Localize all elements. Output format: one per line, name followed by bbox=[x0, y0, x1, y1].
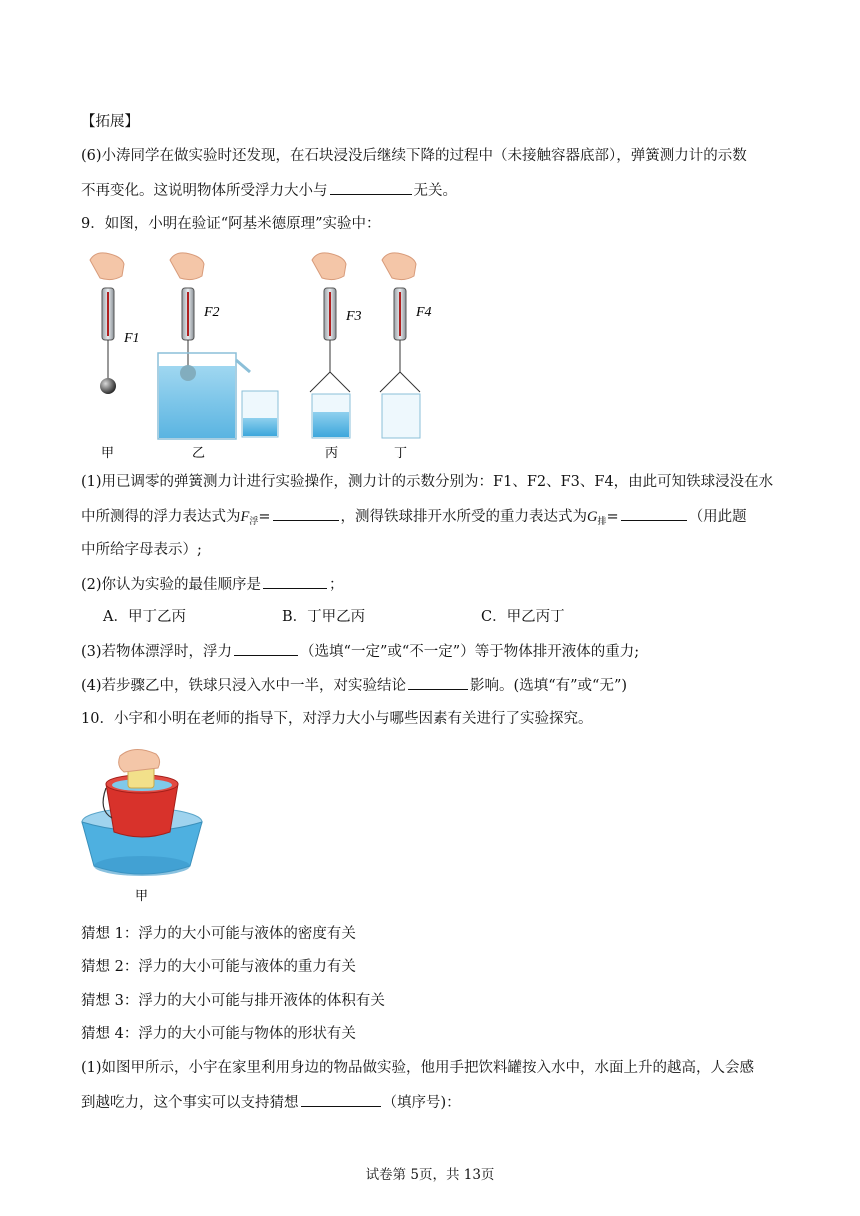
q9-p1-line3: 中所给字母表示）; bbox=[81, 542, 202, 558]
label-f2: F2 bbox=[204, 305, 220, 320]
guess-3: 猜想 3：浮力的大小可能与排开液体的体积有关 bbox=[81, 993, 385, 1009]
guess-4: 猜想 4：浮力的大小可能与物体的形状有关 bbox=[81, 1026, 356, 1042]
label-f3: F3 bbox=[346, 309, 362, 324]
option-c[interactable]: C．甲乙丙丁 bbox=[481, 609, 565, 625]
option-a[interactable]: A．甲丁乙丙 bbox=[103, 609, 186, 625]
q9-p2-text-b: ； bbox=[329, 577, 344, 593]
q9-p2 bbox=[81, 574, 344, 595]
q9-f-symbol: F bbox=[240, 509, 250, 525]
q9-p3 bbox=[81, 641, 639, 662]
q9-p1-text-c: ，测得铁球排开水所受的重力表达式为 bbox=[340, 509, 588, 525]
q9-p1-line1: (1)用已调零的弹簧测力计进行实验操作，测力计的示数分别为：F1、F2、F3、F4，由此可知铁球浸没在水 bbox=[81, 474, 774, 490]
expansion-heading: 【拓展】 bbox=[81, 114, 139, 130]
guess-1: 猜想 1：浮力的大小可能与液体的密度有关 bbox=[81, 926, 356, 942]
q10-bucket-figure bbox=[80, 748, 204, 908]
q10-guess-blank[interactable] bbox=[301, 1092, 381, 1107]
guess-2: 猜想 2：浮力的大小可能与液体的重力有关 bbox=[81, 959, 356, 975]
q9-half-blank[interactable] bbox=[408, 675, 468, 690]
q6-line1: (6)小涛同学在做实验时还发现，在石块浸没后继续下降的过程中（未接触容器底部），弹簧测力计的示数 bbox=[81, 148, 747, 164]
q10-p1-text-a: 到越吃力，这个事实可以支持猜想 bbox=[81, 1095, 299, 1111]
q10-p1-text-b: （填序号)： bbox=[382, 1095, 461, 1111]
q9-p1-text-e: （用此题 bbox=[688, 509, 747, 525]
q9-order-blank[interactable] bbox=[263, 574, 327, 589]
label-f4: F4 bbox=[416, 305, 432, 320]
spring-scale-1 bbox=[90, 253, 124, 394]
q6-text-b: 无关。 bbox=[413, 183, 457, 199]
q10-title: 10．小宇和小明在老师的指导下，对浮力大小与哪些因素有关进行了实验探究。 bbox=[81, 711, 593, 727]
q9-p4-text-a: (4)若步骤乙中，铁球只浸入水中一半，对实验结论 bbox=[81, 678, 407, 694]
q9-buoyancy-blank[interactable] bbox=[273, 506, 339, 521]
caption-jia: 甲 bbox=[101, 446, 115, 461]
q9-g-subscript: 排 bbox=[597, 517, 607, 527]
q9-g-symbol: G bbox=[587, 509, 598, 525]
q6-text-a: 不再变化。这说明物体所受浮力大小与 bbox=[81, 183, 328, 199]
q10-caption-jia: 甲 bbox=[135, 889, 149, 904]
q9-title: 9．如图，小明在验证“阿基米德原理”实验中： bbox=[81, 216, 381, 232]
q6-answer-blank[interactable] bbox=[330, 180, 412, 195]
q10-p1-line1: (1)如图甲所示，小宇在家里利用身边的物品做实验，他用手把饮料罐按入水中，水面上升的越高，人会感 bbox=[81, 1060, 755, 1076]
spring-scale-3 bbox=[310, 253, 350, 438]
spring-scale-4 bbox=[380, 253, 420, 438]
q9-equals-2: = bbox=[606, 509, 619, 525]
q9-p4-text-b: 影响。(选填“有”或“无”) bbox=[470, 678, 628, 694]
spring-scale-2 bbox=[158, 253, 250, 439]
caption-bing: 丙 bbox=[325, 446, 339, 461]
q10-p1-line2 bbox=[81, 1092, 461, 1113]
q9-p3-text-a: (3)若物体漂浮时，浮力 bbox=[81, 644, 233, 660]
q9-equals-1: = bbox=[258, 509, 271, 525]
option-b[interactable]: B．丁甲乙丙 bbox=[282, 609, 366, 625]
q9-float-blank[interactable] bbox=[234, 641, 298, 656]
label-f1: F1 bbox=[124, 331, 140, 346]
catch-beaker bbox=[242, 391, 278, 437]
q6-line2 bbox=[81, 180, 457, 201]
q9-weight-blank[interactable] bbox=[621, 506, 687, 521]
q9-p2-text-a: (2)你认为实验的最佳顺序是 bbox=[81, 577, 262, 593]
q9-p1-line2 bbox=[81, 506, 747, 532]
q9-p1-text-a: 中所测得的浮力表达式为 bbox=[81, 509, 241, 525]
q9-p3-text-b: （选填“一定”或“不一定”）等于物体排开液体的重力; bbox=[300, 644, 640, 660]
q9-f-subscript: 浮 bbox=[249, 517, 259, 527]
q9-p4 bbox=[81, 675, 627, 696]
caption-yi: 乙 bbox=[192, 446, 206, 461]
q9-apparatus-figure bbox=[82, 248, 452, 466]
page-footer: 试卷第 5页，共 13页 bbox=[365, 1167, 495, 1183]
caption-ding: 丁 bbox=[394, 446, 408, 461]
